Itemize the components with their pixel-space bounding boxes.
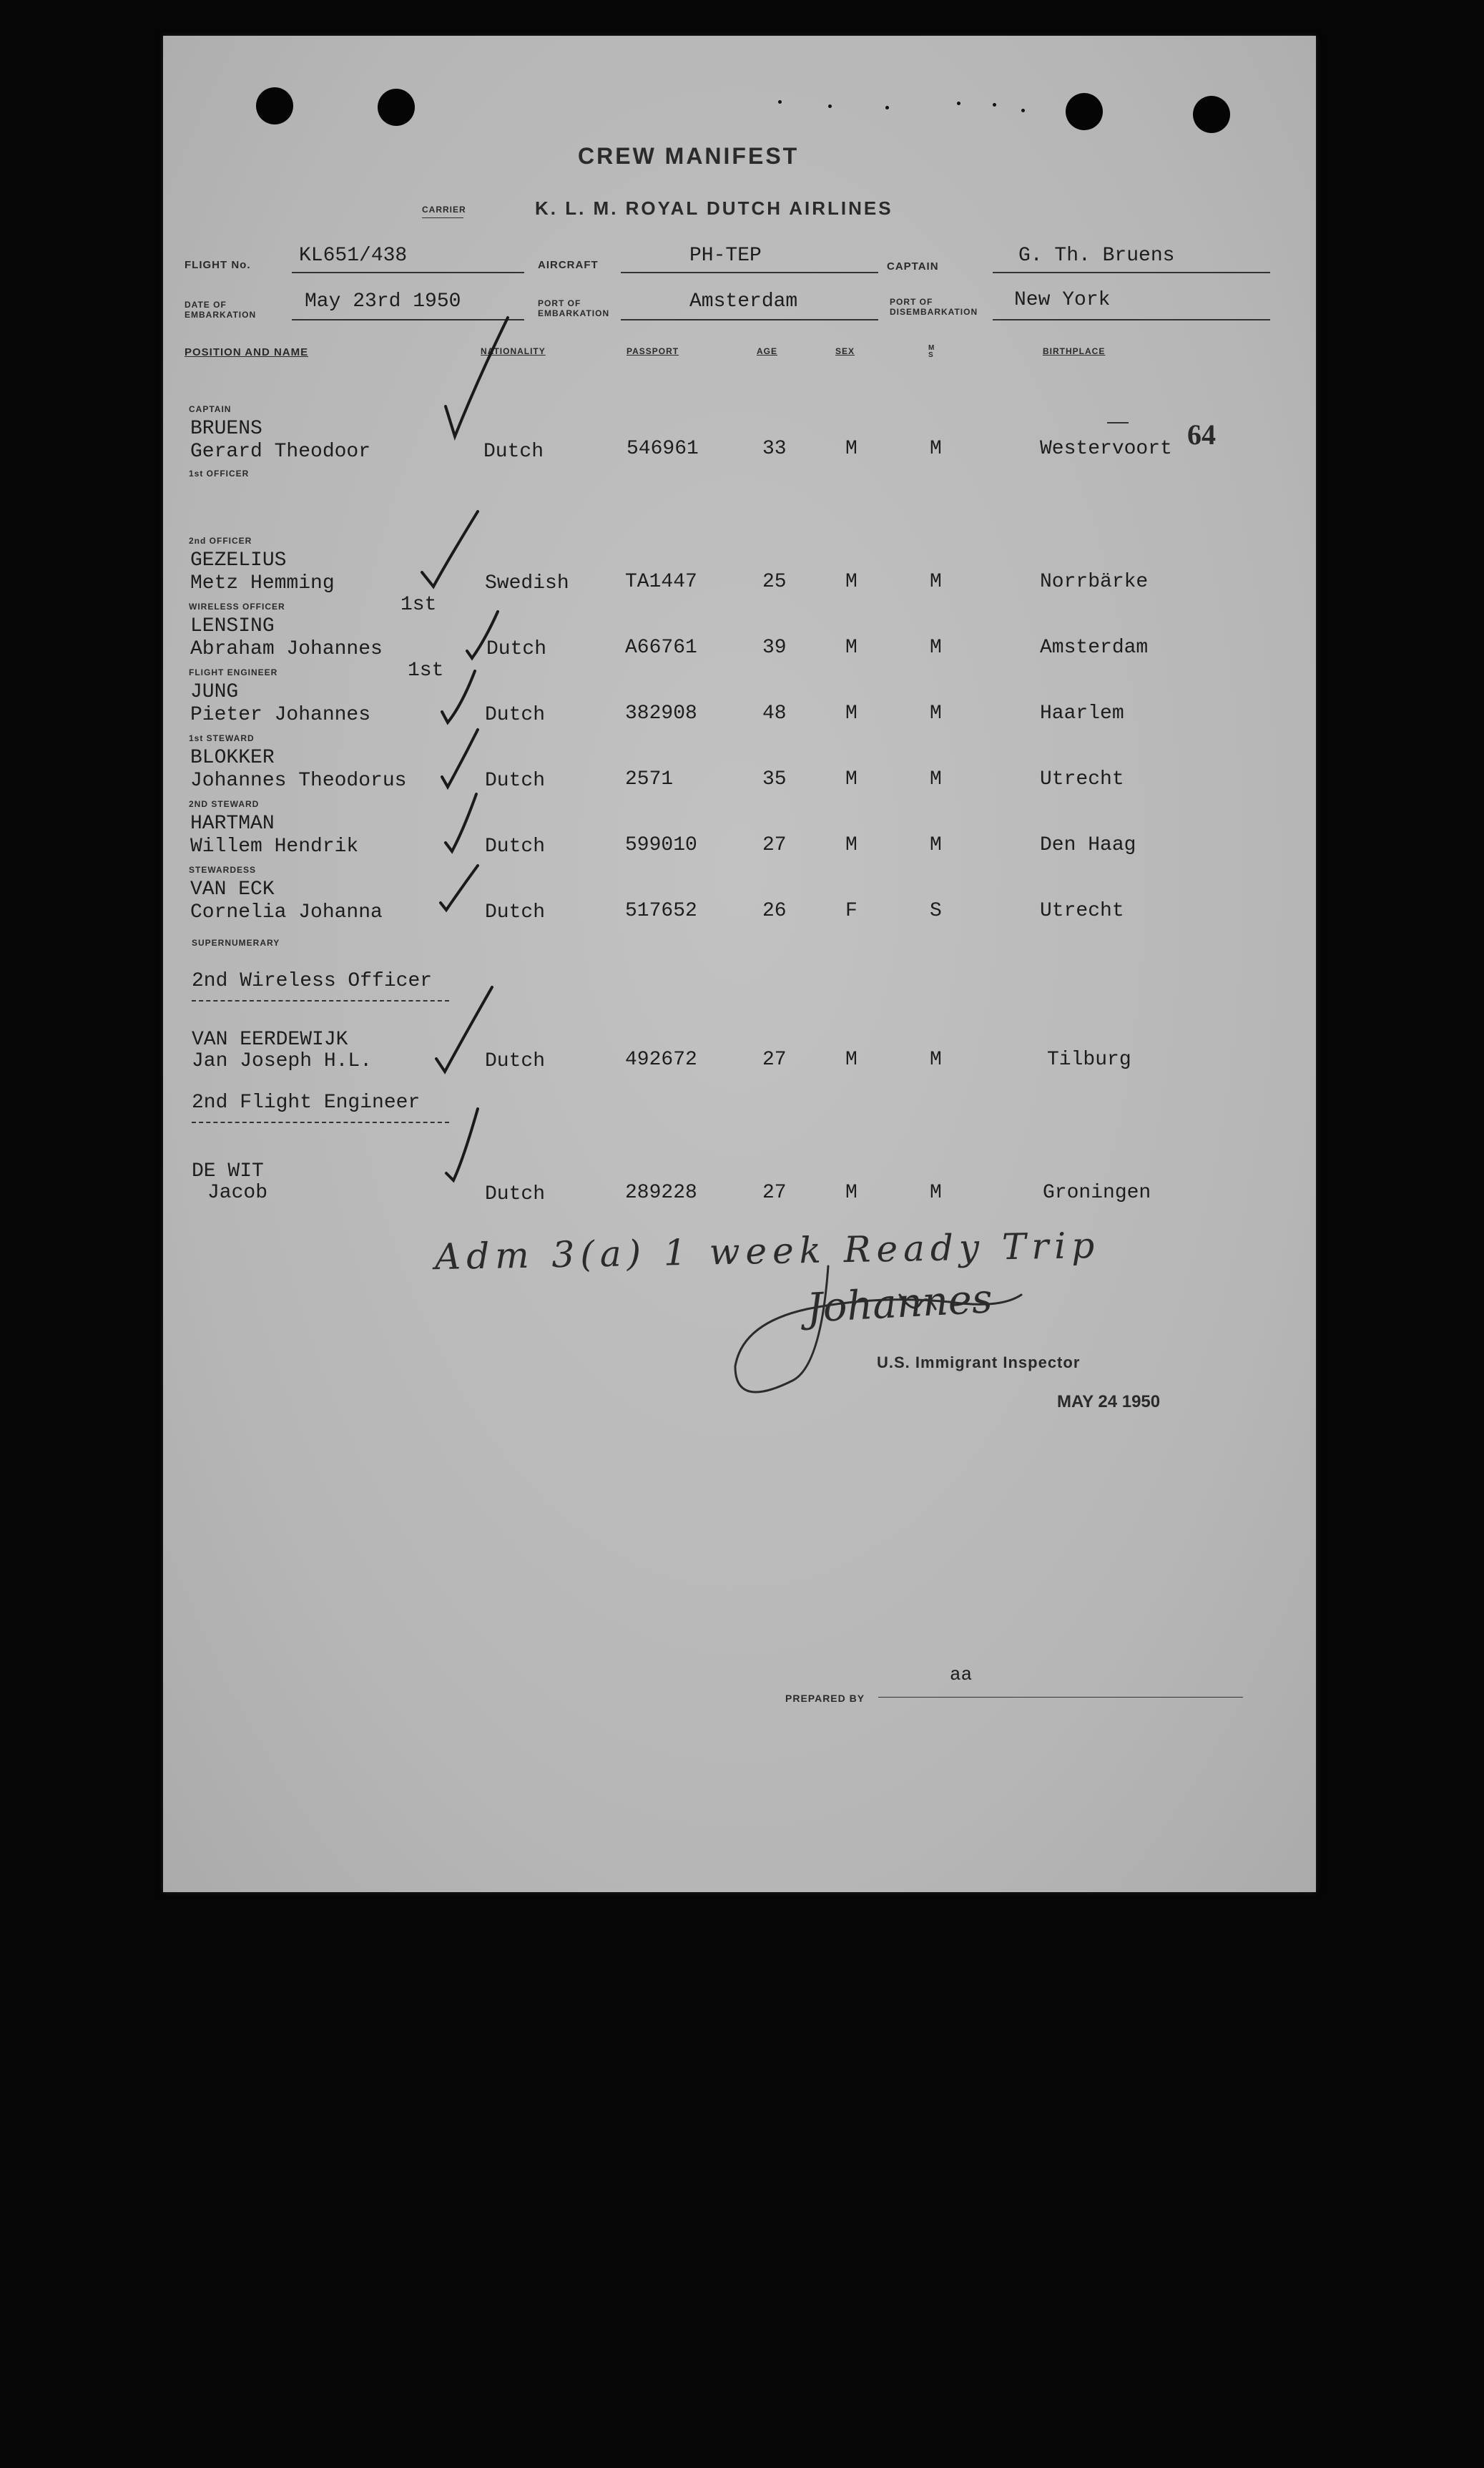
flight-label: FLIGHT No.	[185, 259, 251, 271]
crew-nationality: Dutch	[485, 1050, 546, 1072]
crew-birthplace: Den Haag	[1040, 834, 1136, 856]
crew-given-names: Jacob	[207, 1182, 268, 1204]
crew-nationality: Dutch	[485, 704, 546, 726]
section-heading: 2nd Wireless Officer	[192, 970, 433, 992]
crew-birthplace: Tilburg	[1047, 1049, 1131, 1071]
immigration-stamp-date: MAY 24 1950	[1057, 1392, 1161, 1411]
crew-surname: LENSING	[190, 615, 275, 637]
col-nationality: NATIONALITY	[481, 346, 546, 356]
crew-sex: M	[845, 834, 858, 856]
crew-surname: VAN ECK	[190, 878, 275, 901]
crew-age: 33	[762, 438, 787, 460]
port-emb-label-2: EMBARKATION	[538, 308, 610, 318]
flight-number: KL651/438	[299, 245, 408, 267]
crew-surname: GEZELIUS	[190, 549, 287, 572]
crew-marital-status: M	[930, 571, 942, 593]
port-dis-label-2: DISEMBARKATION	[890, 307, 978, 317]
manifest-title: CREW MANIFEST	[578, 143, 800, 169]
crew-nationality: Dutch	[485, 770, 546, 792]
crew-marital-status: M	[930, 637, 942, 659]
crew-sex: M	[845, 571, 858, 593]
check-mark-icon	[422, 511, 478, 587]
position-label: 2nd OFFICER	[189, 536, 252, 546]
crew-marital-status: M	[930, 702, 942, 725]
carrier-name: K. L. M. ROYAL DUTCH AIRLINES	[535, 197, 893, 219]
port-dis-label-1: PORT OF	[890, 297, 933, 307]
check-mark-icon	[436, 987, 492, 1072]
crew-passport: 599010	[625, 834, 697, 856]
crew-given-names: Pieter Johannes	[190, 704, 371, 726]
crew-marital-status: S	[930, 900, 942, 922]
crew-birthplace: Norrbärke	[1040, 571, 1149, 593]
check-mark-icon	[446, 794, 476, 851]
manifest-sheet	[163, 36, 1316, 1892]
captain-label: CAPTAIN	[887, 260, 939, 273]
check-marks	[163, 36, 1316, 1892]
crew-age: 26	[762, 900, 787, 922]
crew-given-names: Gerard Theodoor	[190, 441, 371, 463]
port-of-embarkation: Amsterdam	[689, 290, 798, 313]
crew-marital-status: M	[930, 438, 942, 460]
crew-nationality: Dutch	[485, 901, 546, 924]
immigration-stamp-title: U.S. Immigrant Inspector	[877, 1353, 1081, 1371]
crew-surname: BRUENS	[190, 418, 262, 440]
crew-given-names: Abraham Johannes	[190, 638, 383, 660]
crew-marital-status: M	[930, 1182, 942, 1204]
crew-birthplace: Amsterdam	[1040, 637, 1149, 659]
crew-passport: 546961	[626, 438, 699, 460]
crew-passport: 289228	[625, 1182, 697, 1204]
col-birthplace: BIRTHPLACE	[1043, 346, 1106, 356]
crew-surname: JUNG	[190, 681, 239, 703]
crew-age: 35	[762, 768, 787, 790]
crew-age: 48	[762, 702, 787, 725]
position-rank: 1st	[408, 660, 444, 682]
crew-given-names: Willem Hendrik	[190, 836, 359, 858]
position-label: SUPERNUMERARY	[192, 938, 280, 948]
port-of-disembarkation: New York	[1014, 289, 1111, 311]
crew-passport: A66761	[625, 637, 697, 659]
crew-passport: 517652	[625, 900, 697, 922]
crew-surname: BLOKKER	[190, 747, 275, 769]
crew-age: 27	[762, 834, 787, 856]
embarkation-date: May 23rd 1950	[305, 290, 461, 313]
crew-passport: 382908	[625, 702, 697, 725]
date-label-1: DATE OF	[185, 300, 227, 310]
check-mark-icon	[442, 730, 478, 787]
port-emb-label-1: PORT OF	[538, 298, 581, 308]
crew-sex: M	[845, 1049, 858, 1071]
crew-marital-status: M	[930, 834, 942, 856]
position-label: 1st OFFICER	[189, 469, 250, 479]
position-label: CAPTAIN	[189, 404, 232, 414]
crew-passport: TA1447	[625, 571, 697, 593]
crew-birthplace: Haarlem	[1040, 702, 1124, 725]
check-mark-icon	[467, 612, 498, 658]
crew-given-names: Cornelia Johanna	[190, 901, 383, 924]
crew-age: 27	[762, 1049, 787, 1071]
crew-age: 27	[762, 1182, 787, 1204]
col-position: POSITION AND NAME	[185, 346, 309, 358]
check-mark-icon	[442, 671, 475, 723]
position-label: 2ND STEWARD	[189, 799, 260, 809]
page-number: 64	[1187, 418, 1216, 451]
inspector-signature: Johannes	[805, 1275, 994, 1332]
position-label: WIRELESS OFFICER	[189, 602, 285, 612]
captain-name: G. Th. Bruens	[1018, 245, 1175, 267]
crew-birthplace: Utrecht	[1040, 768, 1124, 790]
col-ms: M S	[928, 344, 935, 359]
crew-marital-status: M	[930, 1049, 942, 1071]
crew-sex: M	[845, 768, 858, 790]
crew-sex: M	[845, 702, 858, 725]
check-mark-icon	[441, 866, 478, 910]
crew-birthplace: Westervoort	[1040, 438, 1172, 460]
handwritten-note: Adm 3(a) 1 week Ready Trip	[434, 1224, 1101, 1278]
col-passport: PASSPORT	[626, 346, 679, 356]
crew-nationality: Dutch	[486, 638, 547, 660]
crew-sex: M	[845, 438, 858, 460]
prepared-by-initials: aa	[950, 1664, 973, 1685]
crew-given-names: Johannes Theodorus	[190, 770, 407, 792]
date-label-2: EMBARKATION	[185, 310, 257, 320]
aircraft-label: AIRCRAFT	[538, 259, 599, 271]
check-mark-icon	[446, 1109, 478, 1180]
crew-nationality: Dutch	[485, 1183, 546, 1205]
crew-nationality: Dutch	[485, 836, 546, 858]
crew-sex: F	[845, 900, 858, 922]
crew-passport: 2571	[625, 768, 674, 790]
crew-birthplace: Groningen	[1043, 1182, 1151, 1204]
aircraft-registration: PH-TEP	[689, 245, 762, 267]
crew-sex: M	[845, 1182, 858, 1204]
check-mark-icon	[446, 318, 508, 436]
prepared-by-label: PREPARED BY	[785, 1693, 865, 1704]
position-label: 1st STEWARD	[189, 733, 255, 743]
crew-birthplace: Utrecht	[1040, 900, 1124, 922]
crew-given-names: Metz Hemming	[190, 572, 335, 594]
crew-age: 25	[762, 571, 787, 593]
crew-passport: 492672	[625, 1049, 697, 1071]
crew-surname: DE WIT	[192, 1160, 264, 1182]
crew-surname: HARTMAN	[190, 813, 275, 835]
crew-nationality: Swedish	[485, 572, 569, 594]
crew-nationality: Dutch	[483, 441, 544, 463]
position-rank: 1st	[401, 594, 437, 616]
crew-given-names: Jan Joseph H.L.	[192, 1050, 373, 1072]
col-sex: SEX	[835, 346, 855, 356]
position-label: FLIGHT ENGINEER	[189, 667, 278, 677]
carrier-label: CARRIER	[422, 205, 466, 215]
crew-marital-status: M	[930, 768, 942, 790]
crew-age: 39	[762, 637, 787, 659]
section-heading: 2nd Flight Engineer	[192, 1092, 421, 1114]
crew-surname: VAN EERDEWIJK	[192, 1029, 348, 1051]
col-age: AGE	[757, 346, 778, 356]
crew-sex: M	[845, 637, 858, 659]
position-label: STEWARDESS	[189, 865, 257, 875]
